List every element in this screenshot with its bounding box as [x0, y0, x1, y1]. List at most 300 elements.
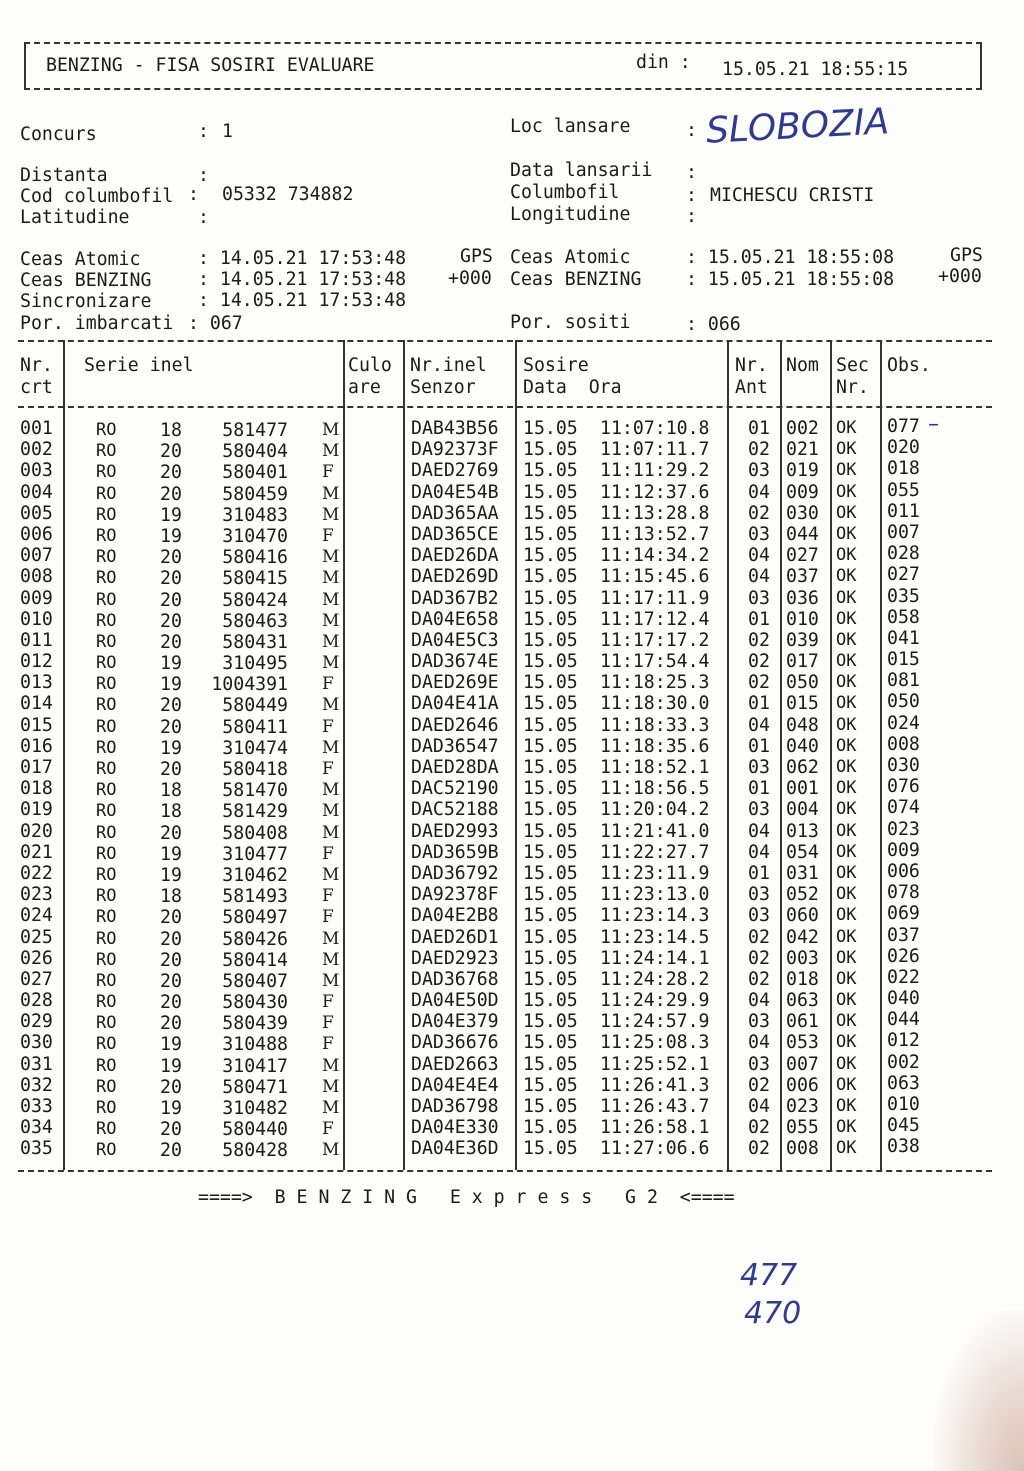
row-ora: 11:17:11.9	[600, 587, 710, 609]
row-country: RO	[96, 1055, 117, 1076]
row-senzor: DA04E4E4	[411, 1074, 499, 1096]
row-ring: 581470	[222, 780, 288, 802]
row-nr: 026	[20, 947, 53, 969]
row-ant: 03	[748, 587, 770, 609]
row-nom: 009	[786, 481, 819, 503]
row-senzor: DA04E658	[411, 608, 499, 630]
column-sec	[836, 418, 856, 1160]
row-ora: 11:26:41.3	[600, 1074, 710, 1096]
row-sec: OK	[836, 566, 857, 587]
row-senzor: DAD36547	[411, 735, 499, 757]
row-ora: 11:24:28.2	[600, 968, 710, 990]
row-ring: 310495	[222, 653, 288, 675]
row-ora: 11:20:04.2	[600, 799, 710, 821]
ceas-atomic-left-suffix: GPS	[460, 246, 493, 267]
row-nr: 005	[20, 502, 53, 524]
row-year: 20	[160, 970, 182, 992]
row-ora: 11:21:41.0	[600, 820, 710, 842]
row-sex: M	[322, 653, 340, 674]
row-sec: OK	[836, 629, 857, 650]
concurs-label: Concurs	[20, 124, 97, 145]
row-sec: OK	[836, 990, 857, 1011]
col-sosire-line2: Data Ora	[523, 377, 622, 398]
column-ora	[600, 418, 710, 1160]
row-senzor: DAD36676	[411, 1032, 499, 1054]
row-data: 15.05	[523, 587, 578, 609]
row-sec: OK	[836, 523, 857, 544]
row-nr: 012	[20, 651, 53, 673]
row-nom: 015	[786, 693, 819, 715]
row-sec: OK	[836, 714, 857, 735]
row-sex: M	[322, 420, 340, 440]
row-data: 15.05	[523, 418, 578, 439]
ceas-benzing-right-value: : 15.05.21 18:55:08	[686, 269, 895, 290]
row-obs: 078	[887, 882, 920, 904]
col-culo-line1: Culo	[348, 355, 392, 376]
row-ora: 11:23:14.5	[600, 926, 710, 948]
row-country: RO	[96, 843, 117, 864]
row-nr: 009	[20, 587, 53, 609]
row-sec: OK	[836, 608, 857, 629]
row-obs: 009	[887, 839, 920, 861]
row-obs: 020	[887, 437, 920, 459]
data-lansarii-sep: :	[686, 162, 697, 183]
row-senzor: DA04E379	[411, 1011, 499, 1033]
row-senzor: DA04E330	[411, 1117, 499, 1139]
report-title: BENZING - FISA SOSIRI EVALUARE	[46, 55, 375, 76]
din-value: 15.05.21 18:55:15	[722, 59, 909, 80]
row-nom: 036	[786, 587, 819, 609]
row-nr: 011	[20, 629, 53, 651]
row-nom: 001	[786, 778, 819, 800]
col-sosire-line1: Sosire	[523, 355, 589, 376]
row-country: RO	[96, 589, 117, 610]
row-country: RO	[96, 420, 117, 440]
row-country: RO	[96, 864, 117, 885]
row-obs: 026	[887, 945, 920, 967]
row-obs: 069	[887, 903, 920, 925]
cod-label: Cod columbofil	[20, 186, 174, 207]
row-ora: 11:07:11.7	[600, 439, 710, 461]
row-ring: 580426	[222, 928, 288, 950]
row-sex: M	[322, 949, 340, 970]
columbofil-sep: :	[686, 185, 697, 206]
row-sex: M	[322, 568, 340, 589]
row-obs: 041	[887, 627, 920, 649]
row-senzor: DAED2663	[411, 1053, 499, 1075]
row-senzor: DA04E5C3	[411, 629, 499, 651]
row-ant: 02	[748, 947, 770, 969]
row-senzor: DAC52188	[411, 799, 499, 821]
table-header-rule	[18, 406, 992, 408]
sincronizare-label: Sincronizare	[20, 291, 152, 312]
row-ring: 580415	[222, 568, 288, 590]
ceas-atomic-left-value: : 14.05.21 17:53:48	[198, 248, 407, 269]
row-ora: 11:23:11.9	[600, 862, 710, 884]
row-senzor: DA92373F	[411, 439, 499, 461]
row-sec: OK	[836, 926, 857, 947]
row-ora: 11:27:06.6	[600, 1138, 710, 1160]
row-ring: 310488	[222, 1034, 288, 1056]
row-year: 20	[160, 589, 182, 611]
row-sex: M	[322, 822, 340, 843]
sep-ant	[780, 340, 782, 1170]
row-data: 15.05	[523, 820, 578, 842]
row-year: 19	[160, 737, 182, 759]
row-country: RO	[96, 737, 117, 758]
row-sec: OK	[836, 1032, 857, 1053]
row-ring: 580414	[222, 949, 288, 971]
row-sec: OK	[836, 799, 857, 820]
longitudine-label: Longitudine	[510, 204, 631, 225]
row-nom: 052	[786, 884, 819, 906]
row-ant: 04	[748, 545, 770, 567]
row-nr: 015	[20, 714, 53, 736]
row-ring: 581477	[222, 420, 288, 441]
row-obs: 006	[887, 860, 920, 882]
row-sex: M	[322, 547, 340, 568]
row-ora: 11:26:43.7	[600, 1096, 710, 1117]
row-nom: 004	[786, 799, 819, 821]
row-data: 15.05	[523, 523, 578, 545]
row-sex: M	[322, 483, 340, 504]
ceas-atomic-right-label: Ceas Atomic	[510, 247, 631, 268]
row-data: 15.05	[523, 799, 578, 821]
row-nom: 053	[786, 1032, 819, 1054]
row-ora: 11:18:30.0	[600, 693, 710, 715]
row-ora: 11:24:57.9	[600, 1011, 710, 1033]
row-country: RO	[96, 1076, 117, 1097]
row-ant: 01	[748, 778, 770, 800]
row-country: RO	[96, 1098, 117, 1118]
row-obs: 023	[887, 818, 920, 840]
row-data: 15.05	[523, 566, 578, 588]
row-nom: 060	[786, 905, 819, 927]
data-lansarii-label: Data lansarii	[510, 160, 653, 181]
row-sec: OK	[836, 905, 857, 926]
row-sec: OK	[836, 757, 857, 777]
row-year: 20	[160, 695, 182, 717]
row-data: 15.05	[523, 757, 578, 778]
row-ora: 11:24:29.9	[600, 990, 710, 1012]
row-year: 20	[160, 631, 182, 653]
row-country: RO	[96, 759, 117, 779]
col-nom: Nom	[786, 355, 819, 376]
row-sex: M	[322, 780, 340, 801]
row-nr: 023	[20, 884, 53, 906]
loc-sep: :	[686, 120, 697, 141]
row-senzor: DAED26DA	[411, 545, 499, 567]
row-sex: M	[322, 1055, 340, 1076]
row-ora: 11:13:52.7	[600, 523, 710, 545]
row-year: 20	[160, 992, 182, 1014]
row-country: RO	[96, 462, 117, 483]
row-country: RO	[96, 1140, 117, 1161]
row-senzor: DAED2923	[411, 947, 499, 969]
row-senzor: DA04E41A	[411, 693, 499, 715]
row-nr: 013	[20, 672, 53, 694]
col-ant-line1: Nr.	[735, 355, 768, 376]
row-sex: M	[322, 1098, 340, 1118]
row-data: 15.05	[523, 735, 578, 757]
row-obs: 010	[887, 1094, 920, 1115]
row-obs: 038	[887, 1136, 920, 1158]
row-ant: 02	[748, 651, 770, 673]
row-year: 19	[160, 1055, 182, 1077]
row-nom: 044	[786, 523, 819, 545]
row-data: 15.05	[523, 439, 578, 461]
cod-sep: :	[188, 184, 210, 205]
row-ring: 310417	[222, 1055, 288, 1077]
row-nom: 037	[786, 566, 819, 588]
row-ora: 11:12:37.6	[600, 481, 710, 503]
row-ring: 580418	[222, 759, 288, 780]
row-senzor: DAD365CE	[411, 523, 499, 545]
row-nom: 023	[786, 1096, 819, 1117]
row-ant: 01	[748, 418, 770, 439]
por-sositi-value: : 066	[686, 314, 741, 335]
ceas-atomic-right-value: : 15.05.21 18:55:08	[686, 247, 895, 268]
row-nr: 025	[20, 926, 53, 948]
row-obs: 081	[887, 670, 920, 692]
row-year: 20	[160, 907, 182, 929]
row-ant: 03	[748, 523, 770, 545]
row-year: 20	[160, 462, 182, 484]
row-senzor: DAED28DA	[411, 757, 499, 778]
row-year: 20	[160, 1140, 182, 1162]
column-country	[96, 420, 116, 1162]
row-ring: 580401	[222, 462, 288, 484]
row-nr: 001	[20, 418, 53, 439]
row-obs: 007	[887, 521, 920, 543]
row-ant: 04	[748, 1032, 770, 1054]
row-sec: OK	[836, 884, 857, 905]
row-ring: 580430	[222, 992, 288, 1014]
sep-nom	[830, 340, 832, 1170]
row-year: 20	[160, 610, 182, 632]
row-ring: 580411	[222, 716, 288, 738]
row-nr: 016	[20, 735, 53, 757]
row-ora: 11:13:28.8	[600, 502, 710, 524]
row-year: 20	[160, 568, 182, 590]
row-nom: 040	[786, 735, 819, 757]
row-nr: 022	[20, 862, 53, 884]
row-data: 15.05	[523, 926, 578, 948]
row-sex: F	[322, 1034, 334, 1055]
row-data: 15.05	[523, 629, 578, 651]
row-nr: 019	[20, 799, 53, 821]
row-ant: 04	[748, 820, 770, 842]
row-year: 20	[160, 716, 182, 738]
row-data: 15.05	[523, 1053, 578, 1075]
row-ring: 580408	[222, 822, 288, 844]
row-senzor: DAD36798	[411, 1096, 499, 1117]
row-nr: 031	[20, 1053, 53, 1075]
row-nom: 008	[786, 1138, 819, 1160]
row-country: RO	[96, 631, 117, 652]
row-ora: 11:15:45.6	[600, 566, 710, 588]
row-nom: 050	[786, 672, 819, 694]
row-country: RO	[96, 716, 117, 737]
row-nr: 010	[20, 608, 53, 630]
handwritten-note-2: 470	[744, 1296, 802, 1331]
row-nr: 029	[20, 1011, 53, 1033]
row-senzor: DAD365AA	[411, 502, 499, 524]
row-nr: 017	[20, 757, 53, 778]
handwritten-note-1: 477	[740, 1258, 798, 1293]
distanta-sep: :	[198, 165, 220, 186]
row-sec: OK	[836, 1117, 857, 1138]
row-ora: 11:18:52.1	[600, 757, 710, 778]
row-country: RO	[96, 610, 117, 631]
row-data: 15.05	[523, 1032, 578, 1054]
row-senzor: DAED2646	[411, 714, 499, 736]
col-sec-line1: Sec	[836, 355, 869, 376]
row-senzor: DA04E50D	[411, 990, 499, 1012]
column-data	[523, 418, 578, 1160]
footer-banner: ====> B E N Z I N G E x p r e s s G 2 <====	[198, 1187, 735, 1208]
row-nom: 039	[786, 629, 819, 651]
row-obs: 012	[887, 1030, 920, 1052]
row-ring: 580463	[222, 610, 288, 632]
row-nom: 054	[786, 841, 819, 863]
column-obs	[887, 416, 920, 1158]
ceas-benzing-right-suffix: +000	[938, 266, 982, 287]
row-country: RO	[96, 441, 117, 462]
row-nom: 027	[786, 545, 819, 567]
row-ring: 580439	[222, 1013, 288, 1035]
row-obs: 008	[887, 733, 920, 755]
row-ant: 03	[748, 905, 770, 927]
row-nom: 030	[786, 502, 819, 524]
row-nom: 007	[786, 1053, 819, 1075]
row-year: 19	[160, 1098, 182, 1119]
row-ring: 580424	[222, 589, 288, 611]
column-year	[160, 420, 182, 1162]
row-ant: 01	[748, 608, 770, 630]
row-sex: F	[322, 462, 334, 483]
row-ora: 11:18:56.5	[600, 778, 710, 800]
column-ring	[196, 420, 288, 1162]
row-sec: OK	[836, 1096, 857, 1116]
row-data: 15.05	[523, 905, 578, 927]
row-ring: 581429	[222, 801, 288, 823]
row-year: 19	[160, 843, 182, 865]
row-ant: 03	[748, 884, 770, 906]
row-ring: 310477	[222, 843, 288, 865]
row-country: RO	[96, 822, 117, 843]
row-country: RO	[96, 886, 117, 907]
ceas-benzing-left-suffix: +000	[448, 268, 492, 289]
row-data: 15.05	[523, 651, 578, 673]
row-data: 15.05	[523, 608, 578, 630]
row-sec: OK	[836, 820, 857, 841]
row-ant: 01	[748, 735, 770, 757]
row-ring: 580404	[222, 441, 288, 463]
row-data: 15.05	[523, 884, 578, 906]
row-sec: OK	[836, 545, 857, 566]
row-nom: 031	[786, 862, 819, 884]
por-sositi-label: Por. sositi	[510, 312, 631, 333]
row-obs: 035	[887, 585, 920, 607]
row-year: 20	[160, 547, 182, 569]
row-ant: 02	[748, 926, 770, 948]
row-country: RO	[96, 949, 117, 970]
row-obs: 037	[887, 924, 920, 946]
row-sex: M	[322, 970, 340, 991]
col-nr-line2: crt	[20, 377, 53, 398]
row-sec: OK	[836, 778, 857, 799]
row-country: RO	[96, 483, 117, 504]
row-ring: 1004391	[211, 674, 288, 696]
row-nom: 042	[786, 926, 819, 948]
ceas-atomic-left-label: Ceas Atomic	[20, 249, 141, 270]
row-nom: 019	[786, 460, 819, 482]
row-nr: 032	[20, 1074, 53, 1096]
row-nom: 062	[786, 757, 819, 778]
row-sec: OK	[836, 502, 857, 523]
row-year: 19	[160, 653, 182, 675]
row-ora: 11:23:14.3	[600, 905, 710, 927]
row-sec: OK	[836, 841, 857, 862]
row-ora: 11:26:58.1	[600, 1117, 710, 1139]
row-ant: 03	[748, 799, 770, 821]
row-ring: 580416	[222, 547, 288, 569]
row-sex: F	[322, 1119, 334, 1140]
sep-culo	[403, 340, 405, 1170]
row-ring: 580407	[222, 970, 288, 992]
row-nr: 024	[20, 905, 53, 927]
row-obs: 030	[887, 755, 920, 776]
row-sex: M	[322, 610, 340, 631]
row-senzor: DAB43B56	[411, 418, 499, 439]
row-sex: F	[322, 843, 334, 864]
row-senzor: DA92378F	[411, 884, 499, 906]
row-sec: OK	[836, 651, 857, 672]
row-nom: 003	[786, 947, 819, 969]
row-ant: 04	[748, 481, 770, 503]
row-ring: 580497	[222, 907, 288, 929]
ceas-atomic-right-suffix: GPS	[950, 245, 983, 266]
col-inel-line1: Nr.inel	[410, 355, 487, 376]
row-sec: OK	[836, 1053, 857, 1074]
row-data: 15.05	[523, 1117, 578, 1139]
col-serie: Serie inel	[84, 355, 194, 376]
row-data: 15.05	[523, 1096, 578, 1117]
row-data: 15.05	[523, 778, 578, 800]
row-sec: OK	[836, 735, 857, 756]
row-data: 15.05	[523, 1138, 578, 1160]
row-year: 19	[160, 1034, 182, 1056]
col-sec-line2: Nr.	[836, 377, 869, 398]
row-ora: 11:25:08.3	[600, 1032, 710, 1054]
row-sex: M	[322, 589, 340, 610]
row-sex: M	[322, 737, 340, 758]
row-senzor: DAD3674E	[411, 651, 499, 673]
row-senzor: DAD3659B	[411, 841, 499, 863]
col-culo-line2: are	[348, 377, 381, 398]
row-year: 20	[160, 822, 182, 844]
row-nom: 063	[786, 990, 819, 1012]
row-obs: 022	[887, 966, 920, 988]
row-obs: 077	[887, 416, 920, 437]
row-obs: 074	[887, 797, 920, 819]
col-nr-line1: Nr.	[20, 355, 53, 376]
sep-senzor	[515, 340, 517, 1170]
row-country: RO	[96, 970, 117, 991]
row-sec: OK	[836, 947, 857, 968]
row-ant: 04	[748, 1096, 770, 1117]
